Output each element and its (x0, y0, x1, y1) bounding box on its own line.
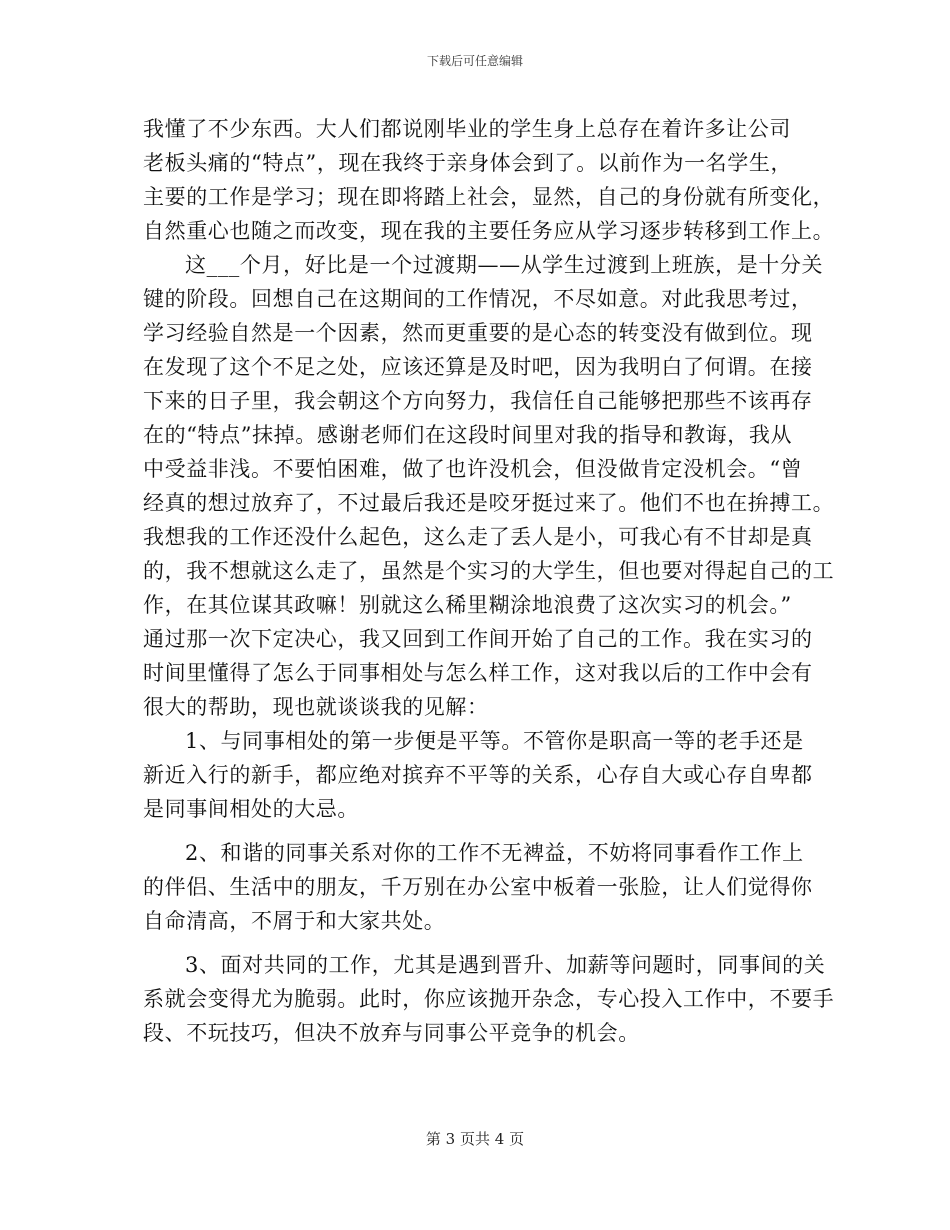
text-line: 老板头痛的“特点”，现在我终于亲身体会到了。以前作为一名学生， (143, 151, 793, 175)
text-line: 学习经验自然是一个因素，然而更重要的是心态的转变没有做到位。现 (143, 321, 813, 345)
text-line: 的，我不想就这么走了，虽然是个实习的大学生，但也要对得起自己的工 (143, 559, 835, 583)
text-line: 经真的想过放弃了，不过最后我还是咬牙挺过来了。他们不也在拚搏工。 (143, 491, 835, 515)
text-line: 在的“特点”抹掉。感谢老师们在这段时间里对我的指导和教诲，我从 (143, 423, 793, 447)
text-line: 自命清高，不屑于和大家共处。 (143, 909, 446, 933)
paragraph-start-line: 这___个月，好比是一个过渡期——从学生过渡到上班族，是十分关 (185, 253, 824, 277)
text-line: 下来的日子里，我会朝这个方向努力，我信任自己能够把那些不该再存 (143, 389, 813, 413)
text-line: 很大的帮助，现也就谈谈我的见解： (143, 695, 489, 719)
text-line: 我懂了不少东西。大人们都说刚毕业的学生身上总存在着许多让公司 (143, 117, 791, 141)
text-line: 段、不玩技巧，但决不放弃与同事公平竞争的机会。 (143, 1021, 640, 1045)
text-line: 系就会变得尤为脆弱。此时，你应该抛开杂念，专心投入工作中，不要手 (143, 987, 835, 1011)
text-line: 新近入行的新手，都应绝对摈弃不平等的关系，心存自大或心存自卑都 (143, 763, 813, 787)
text-line: 是同事间相处的大忌。 (143, 797, 359, 821)
text-line: 在发现了这个不足之处，应该还算是及时吧，因为我明白了何谓。在接 (143, 355, 813, 379)
text-line: 的伴侣、生活中的朋友，千万别在办公室中板着一张脸，让人们觉得你 (143, 875, 813, 899)
text-line: 中受益非浅。不要怕困难，做了也许没机会，但没做肯定没机会。“曾 (143, 457, 803, 481)
text-line: 我想我的工作还没什么起色，这么走了丢人是小，可我心有不甘却是真 (143, 525, 813, 549)
document-body (143, 112, 835, 1050)
text-line: 时间里懂得了怎么于同事相处与怎么样工作，这对我以后的工作中会有 (143, 661, 813, 685)
text-line: 键的阶段。回想自己在这期间的工作情况，不尽如意。对此我思考过， (143, 287, 813, 311)
page-number: 第 3 页共 4 页 (425, 1130, 525, 1148)
text-line: 通过那一次下定决心，我又回到工作间开始了自己的工作。我在实习的 (143, 627, 813, 651)
list-item-3-line: 3、面对共同的工作，尤其是遇到晋升、加薪等问题时，同事间的关 (185, 953, 826, 977)
list-item-2-line: 2、和谐的同事关系对你的工作不无裨益，不妨将同事看作工作上 (185, 841, 804, 865)
text-line: 作，在其位谋其政嘛！别就这么稀里糊涂地浪费了这次实习的机会。” (143, 593, 792, 617)
page-header-note: 下载后可任意编辑 (426, 54, 523, 68)
text-line: 主要的工作是学习；现在即将踏上社会，显然，自己的身份就有所变化， (143, 185, 835, 209)
text-line: 自然重心也随之而改变，现在我的主要任务应从学习逐步转移到工作上。 (143, 219, 835, 243)
list-item-1-line: 1、与同事相处的第一步便是平等。不管你是职高一等的老手还是 (185, 729, 804, 753)
